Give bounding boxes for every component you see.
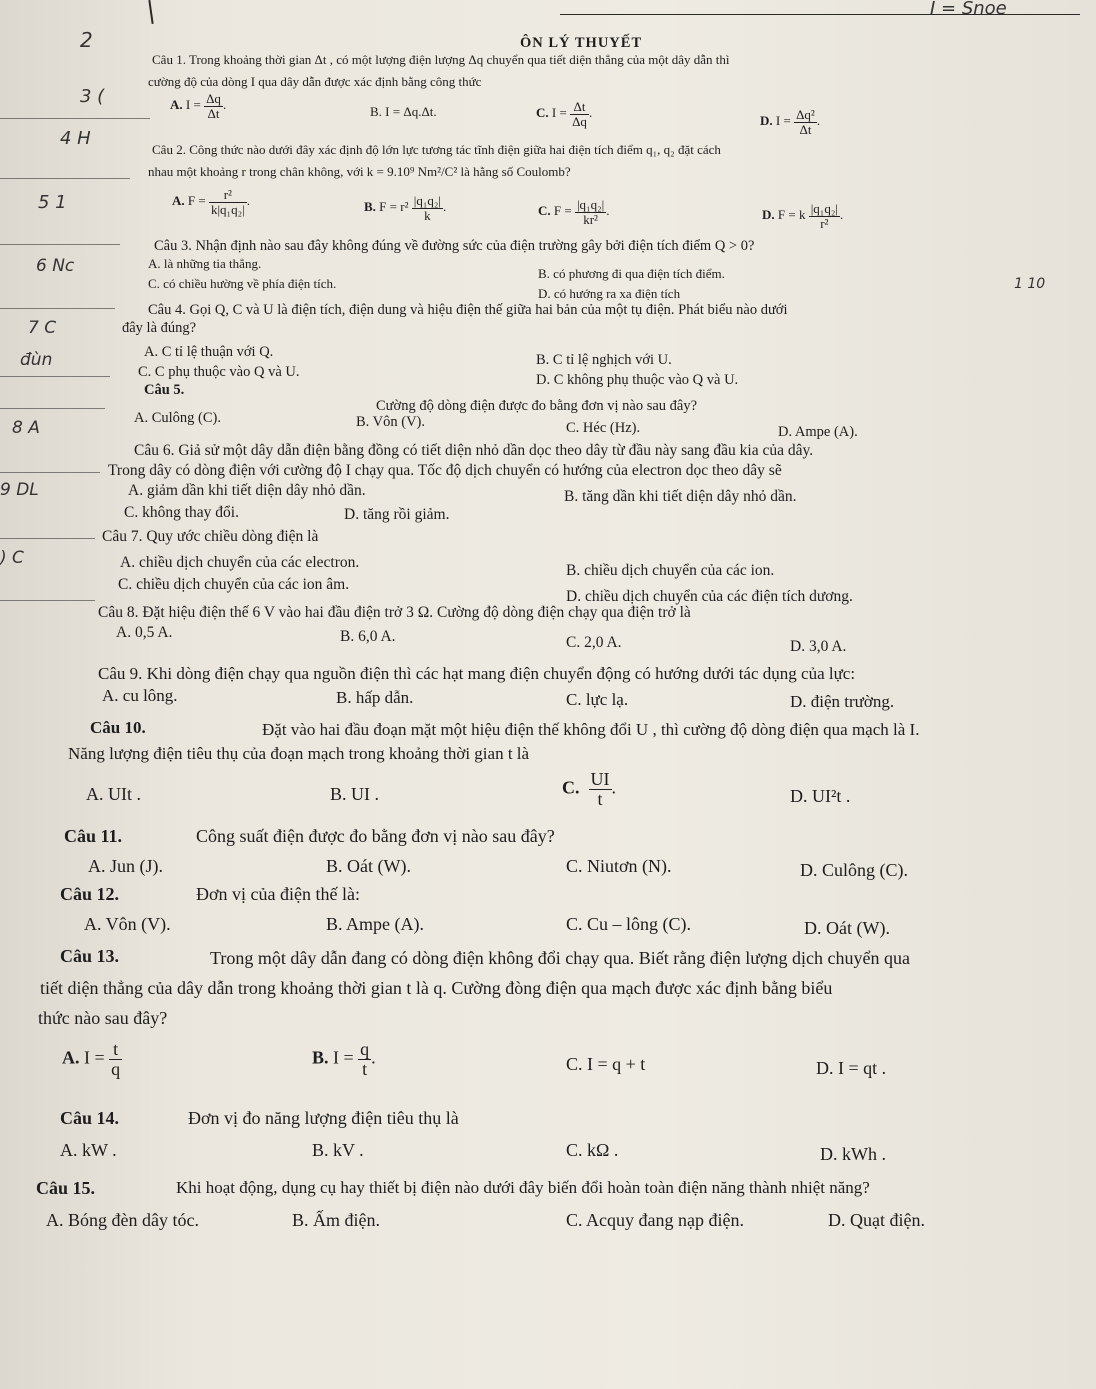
q9-option-c: C. lực lạ. — [566, 690, 629, 709]
q14-option-a: A. kW . — [60, 1140, 117, 1160]
fraction — [209, 188, 247, 216]
q8-option-c: C. 2,0 A. — [566, 634, 622, 651]
q4-option-a: A. C tỉ lệ thuận với Q. — [144, 344, 274, 360]
page-title: ÔN LÝ THUYẾT — [520, 35, 643, 51]
q14-label: Câu 14. — [60, 1108, 120, 1128]
fraction — [589, 770, 612, 809]
formula-lhs: I = — [551, 105, 567, 121]
q1-stem-line2: cường độ của dòng I qua dây dẫn được xác định bằng công thức — [148, 74, 482, 89]
formula-lhs: I = — [775, 113, 791, 129]
q2-option-a: A. F = $\frac{\text{r²}}{\text{k|q₁q₂|}}$ . — [172, 187, 250, 217]
q7-option-c: C. chiều dịch chuyển của các ion âm. — [118, 576, 350, 593]
denominator: q — [111, 1058, 121, 1079]
formula-lhs: I = — [333, 1047, 354, 1068]
q6-stem-line2: Trong dây có dòng điện với cường độ I chạy qua. Tốc độ dịch chuyển có hướng của electron dọc theo dây sẽ — [108, 462, 782, 479]
q10-option-a: A. UIt . — [86, 784, 141, 804]
numerator: Δq² — [796, 107, 815, 122]
q15-option-d: D. Quạt điện. — [828, 1210, 925, 1230]
q11-option-a: A. Jun (J). — [88, 856, 163, 876]
margin-underline — [0, 308, 115, 309]
q5-option-d: D. Ampe (A). — [778, 424, 858, 440]
q13-option-d: D. I = qt . — [816, 1058, 887, 1078]
denominator: k — [424, 207, 431, 223]
margin-underline — [0, 472, 100, 473]
option-label: A. — [170, 97, 183, 113]
q9-option-a: A. cu lông. — [102, 686, 178, 705]
q9-stem: Câu 9. Khi dòng điện chạy qua nguồn điện thì các hạt mang điện chuyển động có hướng dưới tác dụng của lực: — [98, 664, 856, 683]
option-label: D. — [762, 207, 775, 223]
denominator: Δt — [207, 105, 220, 121]
option-label: A. — [62, 1047, 80, 1068]
handwritten-mark: 7 C — [28, 318, 57, 338]
margin-underline — [0, 538, 95, 539]
option-label: C. — [536, 105, 549, 121]
numerator: |q₁q₂| — [810, 201, 838, 216]
numerator: |q₁q₂| — [413, 193, 441, 208]
q2-option-c: C. F = $\frac{\text{|q₁q₂|}}{\text{kr²}}$ . — [538, 197, 610, 227]
q12-option-d: D. Oát (W). — [804, 918, 890, 938]
numerator: q — [360, 1039, 370, 1059]
q6-option-c: C. không thay đổi. — [124, 504, 239, 521]
q13-label: Câu 13. — [60, 946, 120, 966]
fraction — [204, 92, 223, 120]
q15-option-a: A. Bóng đèn dây tóc. — [46, 1210, 199, 1230]
numerator: Δt — [570, 100, 589, 115]
handwritten-mark: 5 1 — [38, 192, 67, 213]
q4-option-b: B. C tỉ lệ nghịch với U. — [536, 352, 672, 368]
q12-label: Câu 12. — [60, 884, 120, 904]
option-label: A. — [172, 193, 185, 209]
margin-underline — [0, 118, 150, 119]
q11-stem: Công suất điện được đo bằng đơn vị nào sau đây? — [196, 826, 555, 846]
q2-stem-line1: Câu 2. Công thức nào dưới đây xác định độ lớn lực tương tác tĩnh điện giữa hai điện tích điểm q₁, q₂ đặt cách — [152, 142, 721, 157]
q10-option-d: D. UI²t . — [790, 786, 851, 806]
handwritten-mark: 6 Nc — [36, 256, 75, 276]
q7-option-d: D. chiều dịch chuyển của các điện tích dương. — [566, 588, 853, 605]
q8-stem: Câu 8. Đặt hiệu điện thế 6 V vào hai đầu điện trở 3 Ω. Cường độ dòng điện chạy qua điện trở là — [98, 604, 691, 621]
margin-underline — [0, 408, 105, 409]
q8-option-b: B. 6,0 A. — [340, 628, 396, 645]
handwritten-mark: đùn — [20, 350, 53, 370]
q13-stem-line3: thức nào sau đây? — [38, 1008, 168, 1028]
denominator: r² — [820, 215, 829, 231]
denominator: t — [362, 1058, 368, 1079]
q5-option-c: C. Héc (Hz). — [566, 420, 641, 436]
q2-option-d: D. F = k $\frac{\text{|q₁q₂|}}{\text{r²}}$ . — [762, 201, 844, 231]
q9-option-d: D. điện trường. — [790, 692, 895, 711]
fraction — [794, 108, 817, 136]
denominator: Δt — [799, 121, 812, 137]
margin-pen-line — [148, 0, 153, 24]
handwritten-mark: 1 10 — [1014, 276, 1046, 292]
fraction — [575, 198, 606, 226]
q11-option-b: B. Oát (W). — [326, 856, 411, 876]
fraction — [358, 1040, 371, 1079]
q15-option-c: C. Acquy đang nạp điện. — [566, 1210, 744, 1230]
q10-label: Câu 10. — [90, 718, 146, 737]
formula-lhs: F = r² — [379, 199, 409, 215]
q10-option-c: C. $\frac{UI}{t}$ . — [562, 769, 616, 809]
option-label: D. — [760, 113, 773, 129]
handwritten-mark: 4 H — [60, 128, 91, 149]
handwritten-mark: 9 DL — [0, 480, 39, 500]
q14-option-b: B. kV . — [312, 1140, 364, 1160]
q14-option-c: C. kΩ . — [566, 1140, 619, 1160]
q10-stem-line2: Năng lượng điện tiêu thụ của đoạn mạch trong khoảng thời gian t là — [68, 744, 530, 763]
handwritten-mark: 3 ( — [80, 86, 105, 107]
q13-stem-line1: Trong một dây dẫn đang có dòng điện không đổi chạy qua. Biết rằng điện lượng dịch chuyển qua — [210, 948, 910, 968]
denominator: Δq — [572, 113, 587, 129]
handwritten-mark: 2 — [80, 28, 93, 52]
q15-option-b: B. Ấm điện. — [292, 1210, 380, 1230]
handwritten-note: I = Snoe — [930, 0, 1007, 19]
q1-option-d: D. I = $\frac{\text{Δq²}}{\Delta t}$ . — [760, 107, 821, 137]
denominator: k|q₁q₂| — [210, 201, 245, 217]
q8-option-d: D. 3,0 A. — [790, 638, 847, 655]
q5-label: Câu 5. — [144, 382, 185, 398]
denominator: kr² — [583, 211, 598, 227]
margin-underline — [0, 376, 110, 377]
q5-stem: Cường độ dòng điện được đo bằng đơn vị nào sau đây? — [376, 398, 698, 414]
numerator: r² — [209, 188, 247, 203]
q7-option-a: A. chiều dịch chuyển của các electron. — [120, 554, 360, 571]
q3-option-a: A. là những tia thẳng. — [148, 256, 262, 271]
q6-option-b: B. tăng dần khi tiết diện dây nhỏ dần. — [564, 488, 797, 505]
q11-option-c: C. Niutơn (N). — [566, 856, 672, 876]
numerator: t — [109, 1040, 122, 1060]
numerator: |q₁q₂| — [576, 197, 605, 212]
fraction — [109, 1040, 122, 1079]
q13-stem-line2: tiết diện thẳng của dây dẫn trong khoảng thời gian t là q. Cường đòng điện qua mạch được xác định bằng biểu — [40, 978, 833, 998]
denominator: t — [597, 788, 603, 809]
q13-option-a — [62, 1040, 122, 1079]
q4-option-d: D. C không phụ thuộc vào Q và U. — [536, 372, 739, 388]
q10-stem-line1: Đặt vào hai đầu đoạn mặt một hiệu điện thế không đổi U , thì cường độ dòng điện qua mạch là I. — [262, 720, 920, 739]
q6-option-a: A. giảm dần khi tiết diện dây nhỏ dần. — [128, 482, 366, 499]
q8-option-a: A. 0,5 A. — [116, 624, 173, 641]
q3-stem: Câu 3. Nhận định nào sau đây không đúng về đường sức của điện trường gây bởi điện tích điểm Q > 0? — [154, 238, 755, 254]
q13-option-b: B. I = $\frac{q}{t}$ . — [312, 1039, 376, 1079]
option-label: B. — [364, 199, 376, 215]
handwritten-mark: 8 A — [12, 418, 40, 438]
q14-stem: Đơn vị đo năng lượng điện tiêu thụ là — [188, 1108, 459, 1128]
formula-lhs: I = — [185, 97, 201, 113]
q12-option-b: B. Ampe (A). — [326, 914, 424, 934]
q2-stem-line2: nhau một khoảng r trong chân không, với k = 9.10⁹ Nm²/C² là hằng số Coulomb? — [148, 164, 571, 179]
q1-option-a: A. I = $\frac{\Delta q}{\Delta t}$ . — [170, 91, 227, 121]
fraction — [570, 100, 589, 128]
q2-option-b: B. F = r² $\frac{\text{|q₁q₂|}}{k}$ . — [364, 193, 447, 223]
q12-stem: Đơn vị của điện thế là: — [196, 884, 360, 904]
numerator: UI — [590, 769, 610, 789]
q15-label: Câu 15. — [36, 1178, 96, 1198]
option-label: C. — [538, 203, 551, 219]
formula-lhs: F = k — [777, 207, 806, 223]
q7-stem: Câu 7. Quy ước chiều dòng điện là — [102, 528, 319, 545]
q10-option-b: B. UI . — [330, 784, 379, 804]
handwritten-mark: ) C — [0, 548, 24, 568]
margin-underline — [0, 244, 120, 245]
margin-underline — [0, 600, 95, 601]
q14-option-d: D. kWh . — [820, 1144, 886, 1164]
q4-stem-line2: đây là đúng? — [122, 320, 197, 336]
q4-option-c: C. C phụ thuộc vào Q và U. — [138, 364, 300, 380]
q6-stem-line1: Câu 6. Giả sử một dây dẫn điện bằng đồng có tiết diện nhỏ dần dọc theo dây từ đầu này sang đầu kia của dây. — [134, 442, 814, 459]
q3-option-b: B. có phương đi qua điện tích điểm. — [538, 266, 725, 281]
q12-option-c: C. Cu – lông (C). — [566, 914, 692, 934]
option-label: B. — [312, 1047, 329, 1068]
formula-lhs: F = — [553, 203, 572, 219]
q1-option-b: B. I = Δq.Δt. — [370, 104, 437, 119]
q12-option-a: A. Vôn (V). — [84, 914, 171, 934]
option-label: C. — [562, 777, 580, 798]
q5-option-b: B. Vôn (V). — [356, 414, 426, 430]
q4-stem-line1: Câu 4. Gọi Q, C và U là điện tích, điện dung và hiệu điện thế giữa hai bản của một tụ điện. Phát biểu nào dưới — [148, 302, 788, 318]
q5-option-a: A. Culông (C). — [134, 410, 221, 426]
q1-stem-line1: Câu 1. Trong khoảng thời gian Δt , có một lượng điện lượng Δq chuyển qua tiết diện thẳng của một dây dẫn thì — [152, 52, 730, 67]
q11-option-d: D. Culông (C). — [800, 860, 908, 880]
q13-option-c: C. I = q + t — [566, 1054, 646, 1074]
formula-lhs: I = — [84, 1047, 105, 1068]
q11-label: Câu 11. — [64, 826, 123, 846]
formula-lhs: F = — [187, 193, 206, 209]
fraction — [809, 202, 840, 230]
q1-option-c: C. I = $\frac{\Delta t}{\Delta q}$ . — [536, 99, 593, 129]
q3-option-d: D. có hướng ra xa điện tích — [538, 286, 681, 301]
fraction — [412, 194, 443, 222]
q3-option-c: C. có chiều hường về phía điện tích. — [148, 276, 337, 291]
q9-option-b: B. hấp dẫn. — [336, 688, 414, 707]
q15-stem: Khi hoạt động, dụng cụ hay thiết bị điện nào dưới đây biến đổi hoàn toàn điện năng thành nhiệt năng? — [176, 1178, 870, 1197]
margin-underline — [0, 178, 130, 179]
numerator: Δq — [206, 91, 221, 106]
q6-option-d: D. tăng rồi giảm. — [344, 506, 450, 523]
q7-option-b: B. chiều dịch chuyển của các ion. — [566, 562, 775, 579]
